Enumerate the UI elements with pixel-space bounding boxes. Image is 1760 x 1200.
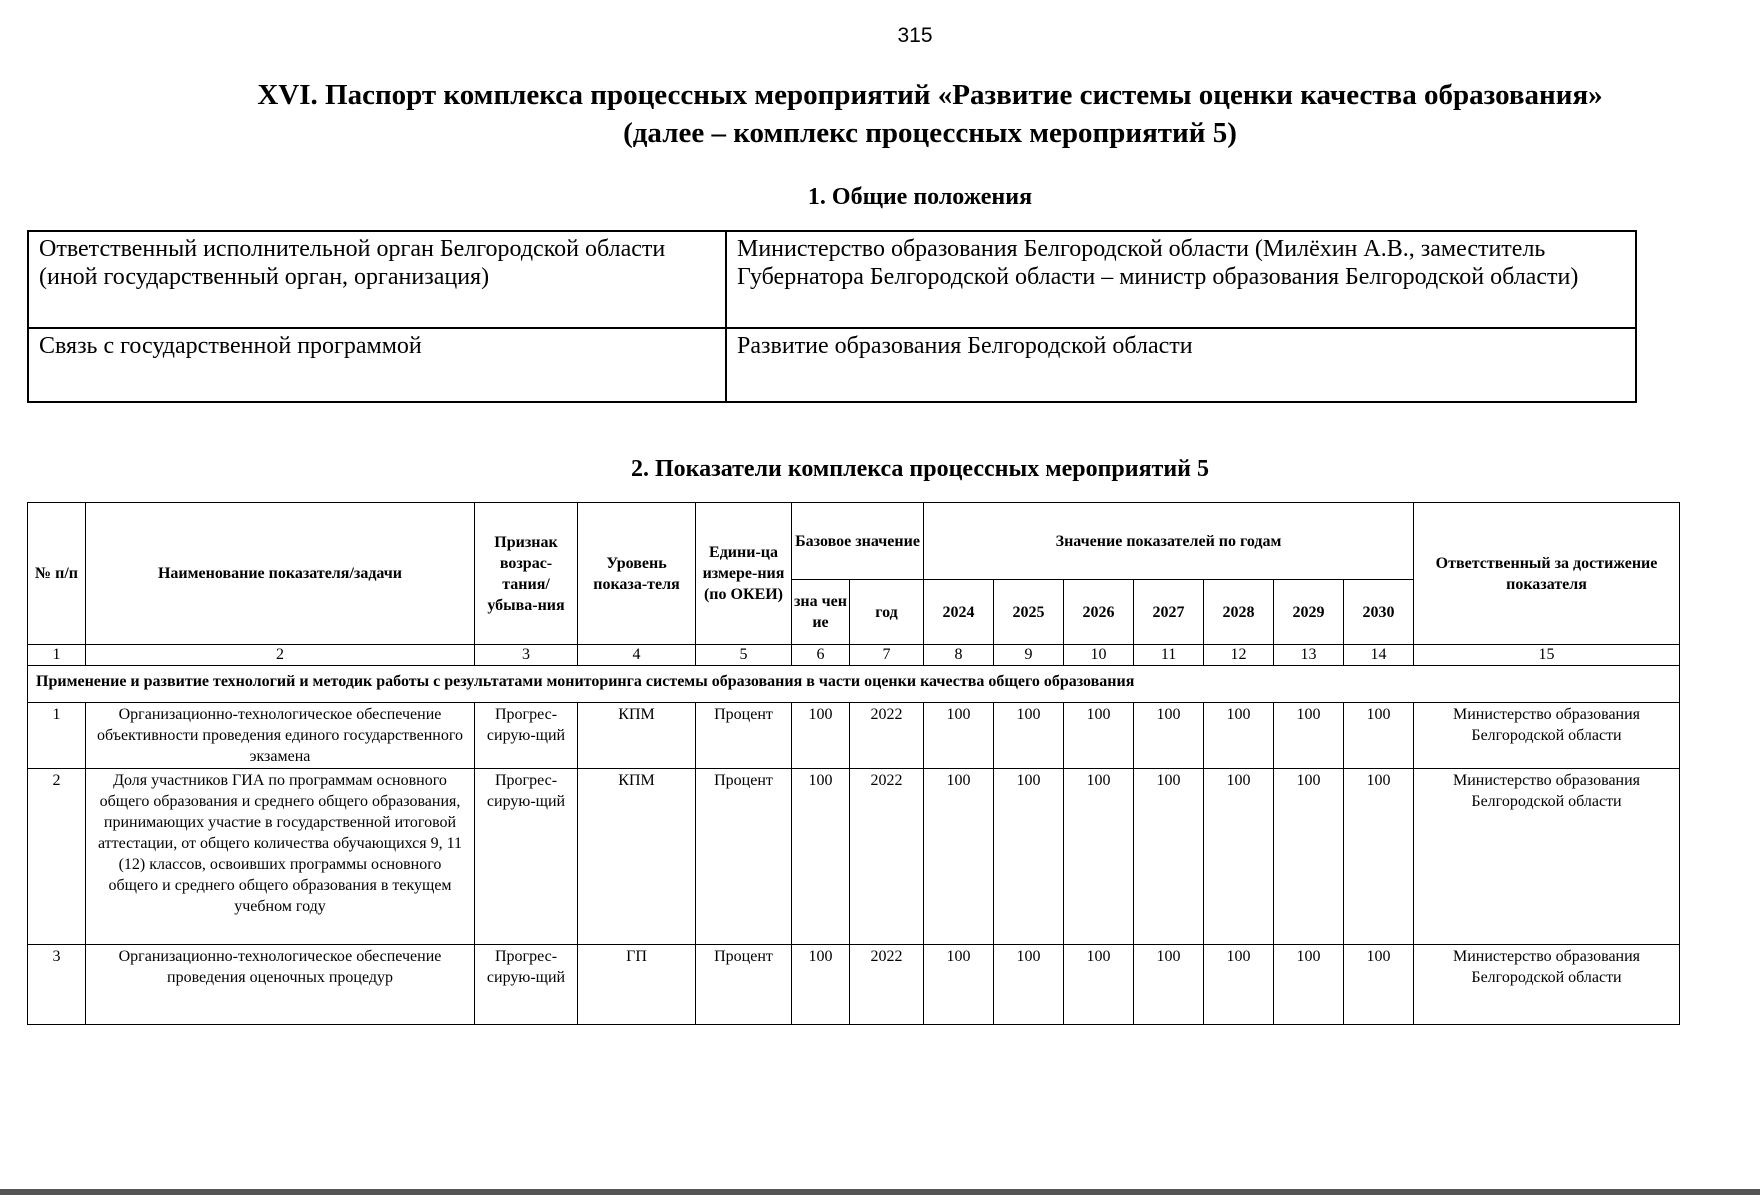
header-trend: Признак возрас-тания/ убыва-ния — [475, 503, 578, 645]
general-row-label: Ответственный исполнительной орган Белгородской области (иной государственный орган, организация) — [28, 231, 726, 328]
indicators-table — [27, 502, 1680, 1025]
group-title: Применение и развитие технологий и методик работы с результатами мониторинга системы образования в части оценки качества общего образования — [28, 666, 1680, 703]
row-year-value: 100 — [1064, 703, 1134, 769]
row-name: Организационно-технологическое обеспечение проведения оценочных процедур — [86, 945, 475, 1025]
row-num: 3 — [28, 945, 86, 1025]
header-years-group: Значение показателей по годам — [924, 503, 1414, 580]
general-row-value: Министерство образования Белгородской области (Милёхин А.В., заместитель Губернатора Белгородской области – министр образования Белгородской области) — [726, 231, 1636, 328]
header-responsible: Ответственный за достижение показателя — [1414, 503, 1680, 645]
header-year: 2029 — [1274, 580, 1344, 645]
row-base-value: 100 — [792, 769, 850, 945]
page-number: 315 — [897, 24, 933, 47]
general-row — [28, 328, 1636, 402]
row-year-value: 100 — [1274, 945, 1344, 1025]
column-number: 5 — [696, 645, 792, 666]
column-number: 4 — [578, 645, 696, 666]
header-year: 2028 — [1204, 580, 1274, 645]
column-number: 2 — [86, 645, 475, 666]
row-name: Доля участников ГИА по программам основного общего образования и среднего общего образования, принимающих участие в государственной итоговой аттестации, от общего количества обучающихся 9, 11 (12) классов, освоивших программы основного общего и среднего общего образования в текущем учебном году — [86, 769, 475, 945]
row-year-value: 100 — [1064, 945, 1134, 1025]
header-name: Наименование показателя/задачи — [86, 503, 475, 645]
header-level: Уровень показа-теля — [578, 503, 696, 645]
column-number: 8 — [924, 645, 994, 666]
section-heading-general: 1. Общие положения — [807, 184, 1033, 210]
row-base-year: 2022 — [850, 703, 924, 769]
header-row — [28, 503, 1680, 580]
column-number: 15 — [1414, 645, 1680, 666]
row-unit: Процент — [696, 703, 792, 769]
column-number: 7 — [850, 645, 924, 666]
row-name: Организационно-технологическое обеспечение объективности проведения единого государственного экзамена — [86, 703, 475, 769]
column-number: 13 — [1274, 645, 1344, 666]
row-level: КПМ — [578, 769, 696, 945]
row-num: 1 — [28, 703, 86, 769]
row-unit: Процент — [696, 769, 792, 945]
row-year-value: 100 — [1134, 945, 1204, 1025]
row-year-value: 100 — [1274, 703, 1344, 769]
row-year-value: 100 — [1204, 703, 1274, 769]
general-row-value: Развитие образования Белгородской области — [726, 328, 1636, 402]
row-year-value: 100 — [1274, 769, 1344, 945]
header-year: 2030 — [1344, 580, 1414, 645]
row-year-value: 100 — [1344, 945, 1414, 1025]
row-level: КПМ — [578, 703, 696, 769]
column-number: 9 — [994, 645, 1064, 666]
header-year: 2025 — [994, 580, 1064, 645]
row-base-value: 100 — [792, 945, 850, 1025]
row-num: 2 — [28, 769, 86, 945]
title-line-1: XVI. Паспорт комплекса процессных мероприятий «Развитие системы оценки качества образования» — [257, 79, 1603, 111]
row-trend: Прогрес-сирую-щий — [475, 945, 578, 1025]
row-responsible: Министерство образования Белгородской области — [1414, 945, 1680, 1025]
table-row — [28, 703, 1680, 769]
general-row-label: Связь с государственной программой — [28, 328, 726, 402]
row-trend: Прогрес-сирую-щий — [475, 703, 578, 769]
scan-bottom-edge — [0, 1189, 1760, 1195]
row-year-value: 100 — [1204, 945, 1274, 1025]
row-base-value: 100 — [792, 703, 850, 769]
header-num: № п/п — [28, 503, 86, 645]
document-title — [230, 76, 1630, 152]
header-year: 2026 — [1064, 580, 1134, 645]
header-base-year: год — [850, 580, 924, 645]
row-trend: Прогрес-сирую-щий — [475, 769, 578, 945]
header-year: 2024 — [924, 580, 994, 645]
table-row — [28, 945, 1680, 1025]
header-base: Базовое значение — [792, 503, 924, 580]
row-base-year: 2022 — [850, 769, 924, 945]
row-year-value: 100 — [1204, 769, 1274, 945]
column-number: 3 — [475, 645, 578, 666]
row-year-value: 100 — [924, 945, 994, 1025]
row-responsible: Министерство образования Белгородской области — [1414, 769, 1680, 945]
column-number: 10 — [1064, 645, 1134, 666]
general-row — [28, 231, 1636, 328]
row-year-value: 100 — [924, 703, 994, 769]
row-responsible: Министерство образования Белгородской области — [1414, 703, 1680, 769]
column-number: 11 — [1134, 645, 1204, 666]
general-provisions-table — [27, 230, 1637, 403]
row-year-value: 100 — [1344, 703, 1414, 769]
row-year-value: 100 — [1134, 769, 1204, 945]
column-number: 12 — [1204, 645, 1274, 666]
row-year-value: 100 — [1344, 769, 1414, 945]
column-number: 14 — [1344, 645, 1414, 666]
group-row — [28, 666, 1680, 703]
section-heading-indicators: 2. Показатели комплекса процессных мероприятий 5 — [630, 456, 1209, 482]
table-row — [28, 769, 1680, 945]
row-year-value: 100 — [994, 703, 1064, 769]
header-unit: Едини-ца измере-ния (по ОКЕИ) — [696, 503, 792, 645]
header-base-value: зна чен ие — [792, 580, 850, 645]
row-year-value: 100 — [924, 769, 994, 945]
column-numbers-row — [28, 645, 1680, 666]
row-year-value: 100 — [1064, 769, 1134, 945]
header-year: 2027 — [1134, 580, 1204, 645]
column-number: 1 — [28, 645, 86, 666]
row-unit: Процент — [696, 945, 792, 1025]
row-base-year: 2022 — [850, 945, 924, 1025]
row-year-value: 100 — [994, 769, 1064, 945]
title-line-2: (далее – комплекс процессных мероприятий 5) — [623, 117, 1237, 149]
row-level: ГП — [578, 945, 696, 1025]
row-year-value: 100 — [1134, 703, 1204, 769]
column-number: 6 — [792, 645, 850, 666]
row-year-value: 100 — [994, 945, 1064, 1025]
